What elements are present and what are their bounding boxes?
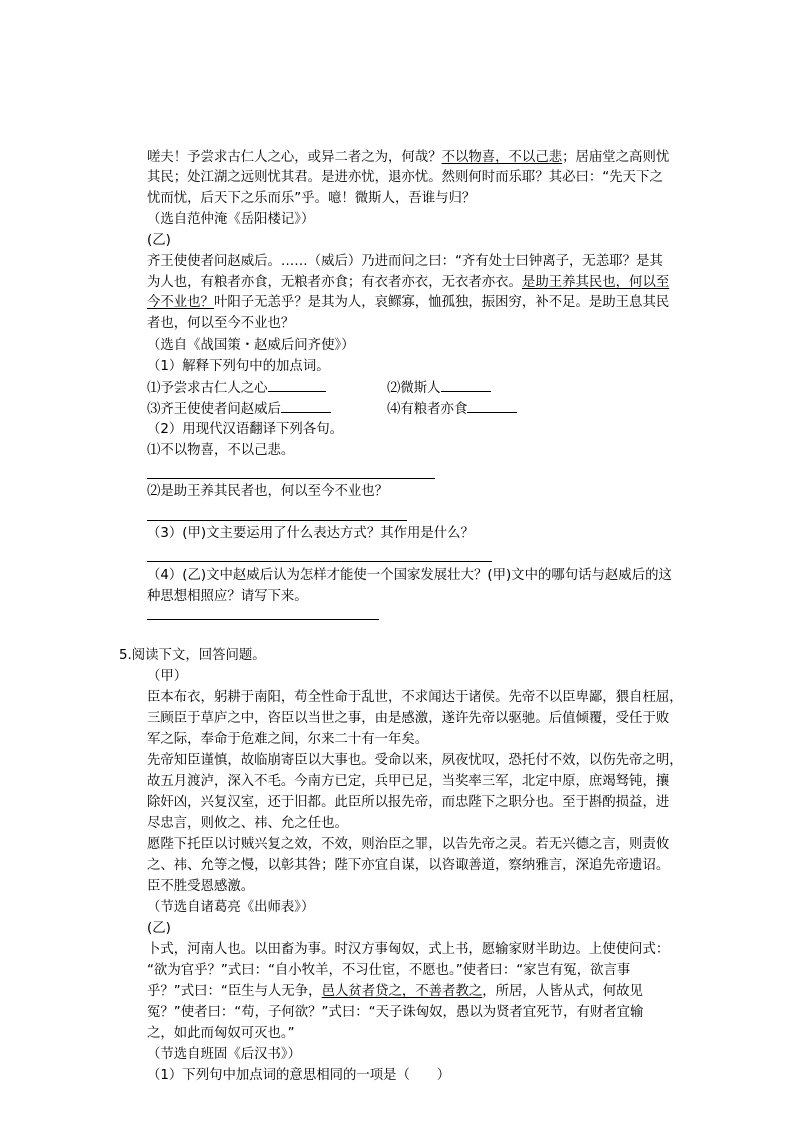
text-segment: 叶阳子无恙乎？是其为人，哀鳏寡，恤孤独，振困穷，补不足。是助王息其民 [213, 295, 670, 310]
text-segment: 为人也，有粮者亦食，无粮者亦食；有衣者亦衣，无衣者亦衣。 [147, 275, 522, 290]
jia-line-3: 忧而忧，后天下之乐而乐”乎。噫！微斯人，吾谁与归？ [147, 191, 476, 206]
text-segment: ；居庙堂之高则忧 [562, 150, 670, 165]
underlined-sentence: 邑人贫者贷之，不善者教之 [321, 984, 483, 999]
q5-jia-p1-line-2: 三顾臣于草庐之中，咨臣以当世之事，由是感激，遂许先帝以驱驰。后值倾覆，受任于败 [147, 711, 670, 726]
underlined-sentence: 今不业也？ [147, 295, 214, 310]
q5-jia-p1-line-3: 军之际，奉命于危难之间，尔来二十有一年矣。 [147, 732, 429, 747]
yi-source: （选自《战国策・赵威后问齐使》） [147, 338, 355, 353]
q5-jia-p2-line-2: 故五月渡泸，深入不毛。今南方已定，兵甲已足，当奖率三军，北定中原，庶竭驽钝，攘 [147, 774, 670, 789]
question-1c [147, 399, 331, 420]
question-text: ⑷有粮者亦食 [387, 402, 468, 417]
jia-source: （选自范仲淹《岳阳楼记》） [147, 212, 315, 227]
answer-line[interactable] [147, 478, 435, 479]
yi-line-4: 者也，何以至今不业也？ [147, 316, 295, 331]
question-3: （3）(甲)文主要运用了什么表达方式？其作用是什么？ [147, 526, 474, 541]
answer-blank[interactable] [441, 378, 491, 392]
underlined-sentence: 是助王养其民也，何以至 [521, 275, 670, 290]
q5-question-1: （1）下列句中加点词的意思相同的一项是（ ） [147, 1068, 451, 1083]
question-4-line-1: （4）(乙)文中赵威后认为怎样才能使一个国家发展壮大？(甲)文中的哪句话与赵威后的这 [147, 568, 672, 583]
yi-line-1: 齐王使使者问赵威后。……（威后）乃进而问之曰：“齐有处士曰钟离子，无恙耶？是其 [147, 254, 663, 269]
q5-yi-line-5: 之，如此而匈奴可灭也。” [147, 1026, 295, 1041]
yi-line-3 [147, 293, 669, 313]
q5-jia-p3-line-2: 之、祎、允等之慢，以彰其咎；陛下亦宜自谋，以咨诹善道，察纳雅言，深追先帝遗诏。 [147, 858, 670, 873]
q5-yi-line-4: 冤？”使者曰：“苟，子何欲？”式曰：“天子诛匈奴，愚以为贤者宜死节，有财者宜输 [147, 1005, 644, 1020]
question-1d [387, 399, 517, 420]
yi-heading: (乙) [147, 233, 171, 248]
answer-blank[interactable] [268, 378, 326, 392]
underlined-sentence: 不以物喜，不以己悲 [441, 150, 563, 165]
question-text: ⑴予尝求古仁人之心 [147, 381, 268, 396]
answer-line[interactable] [147, 619, 379, 620]
q5-yi-line-3 [147, 982, 643, 1002]
question-1b [387, 378, 491, 399]
question-2: （2）用现代汉语翻译下列各句。 [147, 422, 343, 437]
question-5-title: 5.阅读下文，回答问题。 [119, 648, 266, 663]
jia-line-2: 其民；处江湖之远则忧其君。是进亦忧，退亦忧。然则何时而乐耶？其必曰：“先天下之 [147, 170, 663, 185]
q5-jia-heading: （甲） [147, 669, 188, 684]
yi-line-2 [147, 273, 669, 293]
q5-jia-source: （节选自诸葛亮《出师表》） [147, 900, 315, 915]
jia-line-1 [147, 148, 669, 168]
q5-yi-source: （节选自班固《后汉书》） [147, 1047, 301, 1062]
text-segment: 嗟夫！予尝求古仁人之心，或异二者之为，何哉？ [147, 150, 442, 165]
q5-jia-p2-line-4: 尽忠言，则攸之、祎、允之任也。 [147, 816, 348, 831]
q5-yi-heading: (乙) [147, 921, 171, 936]
q5-jia-p3-line-1: 愿陛下托臣以讨贼兴复之效，不效，则治臣之罪，以告先帝之灵。若无兴德之言，则责攸 [147, 837, 670, 852]
q5-jia-p2-line-3: 除奸凶，兴复汉室，还于旧都。此臣所以报先帝，而忠陛下之职分也。至于斟酌损益，进 [147, 795, 670, 810]
q5-jia-p1-line-1: 臣本布衣，躬耕于南阳，苟全性命于乱世，不求闻达于诸侯。先帝不以臣卑鄙，猥自枉屈， [147, 690, 683, 705]
answer-line[interactable] [147, 561, 492, 562]
text-segment: ，所居，人皆从式，何故见 [482, 984, 643, 999]
question-2a: ⑴不以物喜，不以己悲。 [147, 443, 295, 458]
q5-yi-line-1: 卜式，河南人也。以田畜为事。时汉方事匈奴，式上书，愿输家财半助边。上使使问式： [147, 942, 670, 957]
q5-jia-p2-line-1: 先帝知臣谨慎，故临崩寄臣以大事也。受命以来，夙夜忧叹，恐托付不效，以伤先帝之明， [147, 753, 683, 768]
text-segment: 乎？”式曰：“臣生与人无争， [147, 984, 322, 999]
answer-line[interactable] [147, 520, 407, 521]
question-4-line-2: 种思想相照应？请写下来。 [147, 589, 308, 604]
question-1a [147, 378, 326, 399]
q5-jia-p3-line-3: 臣不胜受恩感激。 [147, 879, 255, 894]
question-text: ⑵微斯人 [387, 381, 441, 396]
question-text: ⑶齐王使使者问赵威后 [147, 402, 281, 417]
answer-blank[interactable] [281, 399, 331, 413]
question-2b: ⑵是助王养其民者也，何以至今不业也？ [147, 484, 389, 499]
q5-yi-line-2: “欲为官乎？”式曰：“自小牧羊，不习仕宦，不愿也。”使者曰：“家岂有冤，欲言事 [147, 963, 631, 978]
answer-blank[interactable] [467, 399, 517, 413]
question-1: （1）解释下列句中的加点词。 [147, 359, 330, 374]
